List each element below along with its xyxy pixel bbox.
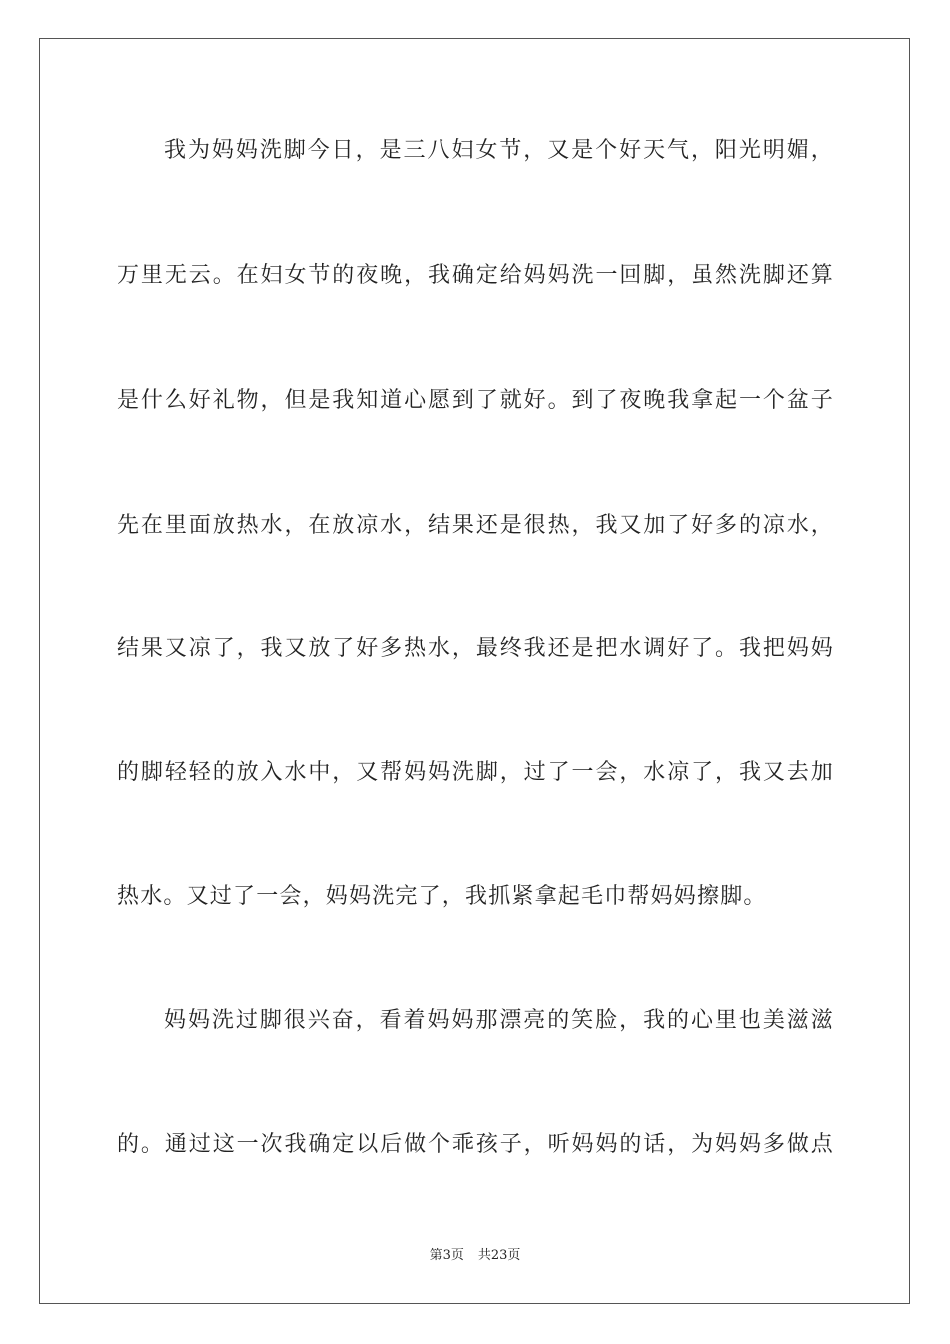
paragraph-1-line-5: 结 果 又 凉 了 ， 我 又 放 了 好 多 热 水 ， 最 终 我 还 是 把 水 调 好 了 。 我 把 妈 妈 xyxy=(117,636,833,661)
page-number: 第3页 xyxy=(429,1248,464,1263)
paragraph-2-line-2: 的 。 通 过 这 一 次 我 确 定 以 后 做 个 乖 孩 子 ， 听 妈 妈 的 话 ， 为 妈 妈 多 做 点 xyxy=(117,1132,833,1157)
paragraph-1-line-2: 万 里 无 云 。 在 妇 女 节 的 夜 晚 ， 我 确 定 给 妈 妈 洗 一 回 脚 ， 虽 然 洗 脚 还 算 xyxy=(117,263,833,288)
page-total: 共23页 xyxy=(477,1248,521,1263)
page-border xyxy=(39,38,910,1304)
paragraph-1-line-3: 是 什 么 好 礼 物 ， 但 是 我 知 道 心 愿 到 了 就 好 。 到 了 夜 晚 我 拿 起 一 个 盆 子 xyxy=(117,388,833,413)
page-footer xyxy=(0,1247,950,1265)
paragraph-2-line-1: 妈 妈 洗 过 脚 很 兴 奋 ， 看 着 妈 妈 那 漂 亮 的 笑 脸 ， 我 的 心 里 也 美 滋 滋 xyxy=(164,1008,833,1033)
paragraph-1-line-6: 的 脚 轻 轻 的 放 入 水 中 ， 又 帮 妈 妈 洗 脚 ， 过 了 一 会 ， 水 凉 了 ， 我 又 去 加 xyxy=(117,760,833,785)
paragraph-1-line-1: 我 为 妈 妈 洗 脚 今 日 ， 是 三 八 妇 女 节 ， 又 是 个 好 天 气 ， 阳 光 明 媚 ， xyxy=(164,138,833,163)
paragraph-1-line-7: 热水。又过了一会，妈妈洗完了，我抓紧拿起毛巾帮妈妈擦脚。 xyxy=(117,884,767,909)
paragraph-1-line-4: 先 在 里 面 放 热 水 ， 在 放 凉 水 ， 结 果 还 是 很 热 ， 我 又 加 了 好 多 的 凉 水 ， xyxy=(117,513,833,538)
